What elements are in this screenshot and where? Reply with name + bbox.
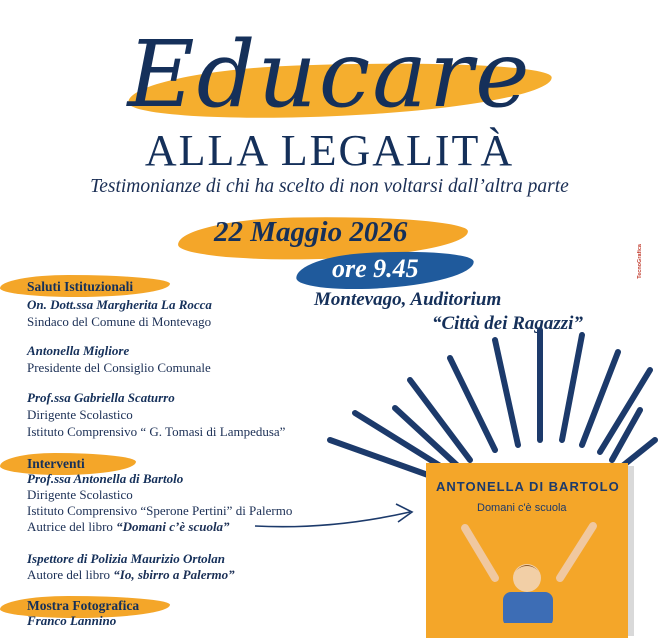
script-title: Educare bbox=[127, 21, 532, 128]
book-credit bbox=[27, 567, 235, 583]
person-role: Dirigente Scolastico bbox=[27, 407, 133, 422]
subtitle: Testimonianze di chi ha scelto di non voltarsi dall’altra parte bbox=[90, 176, 569, 197]
book-credit-title: “Io, sbirro a Palermo” bbox=[113, 567, 235, 582]
venue-line-1: Montevago, Auditorium bbox=[314, 289, 502, 310]
person-name: Ispettore di Polizia Maurizio Ortolan bbox=[27, 551, 225, 566]
person-institution: Istituto Comprensivo “ G. Tomasi di Lampedusa” bbox=[27, 424, 286, 439]
book-credit-prefix: Autore del libro bbox=[27, 567, 114, 582]
section-mostra-heading: Mostra Fotografica bbox=[27, 598, 140, 613]
child-illustration bbox=[455, 518, 605, 623]
venue-line-2: “Città dei Ragazzi” bbox=[432, 313, 583, 334]
main-title: ALLA LEGALITÀ bbox=[144, 126, 515, 175]
person-name: Antonella Migliore bbox=[27, 343, 130, 358]
book-credit bbox=[27, 519, 230, 535]
event-date: 22 Maggio 2026 bbox=[214, 216, 408, 248]
person-role: Dirigente Scolastico bbox=[27, 487, 133, 502]
person-institution: Istituto Comprensivo “Sperone Pertini” di Palermo bbox=[27, 503, 293, 518]
side-credit: TecnoGrafica bbox=[637, 244, 643, 279]
event-time: ore 9.45 bbox=[332, 254, 419, 283]
person-name: Franco Lannino bbox=[27, 613, 117, 628]
section-saluti-heading: Saluti Istituzionali bbox=[27, 279, 134, 294]
person-name: On. Dott.ssa Margherita La Rocca bbox=[27, 297, 212, 312]
book-credit-title: “Domani c’è scuola” bbox=[116, 519, 230, 534]
person-role: Sindaco del Comune di Montevago bbox=[27, 314, 212, 329]
person-name: Prof.ssa Gabriella Scaturro bbox=[27, 390, 175, 405]
section-interventi-heading: Interventi bbox=[27, 456, 85, 471]
book-author: ANTONELLA DI BARTOLO bbox=[436, 479, 620, 494]
person-role: Presidente del Consiglio Comunale bbox=[27, 360, 211, 375]
person-name: Prof.ssa Antonella di Bartolo bbox=[27, 471, 184, 486]
book-title: Domani c'è scuola bbox=[477, 502, 567, 514]
book-credit-prefix: Autrice del libro bbox=[27, 519, 117, 534]
